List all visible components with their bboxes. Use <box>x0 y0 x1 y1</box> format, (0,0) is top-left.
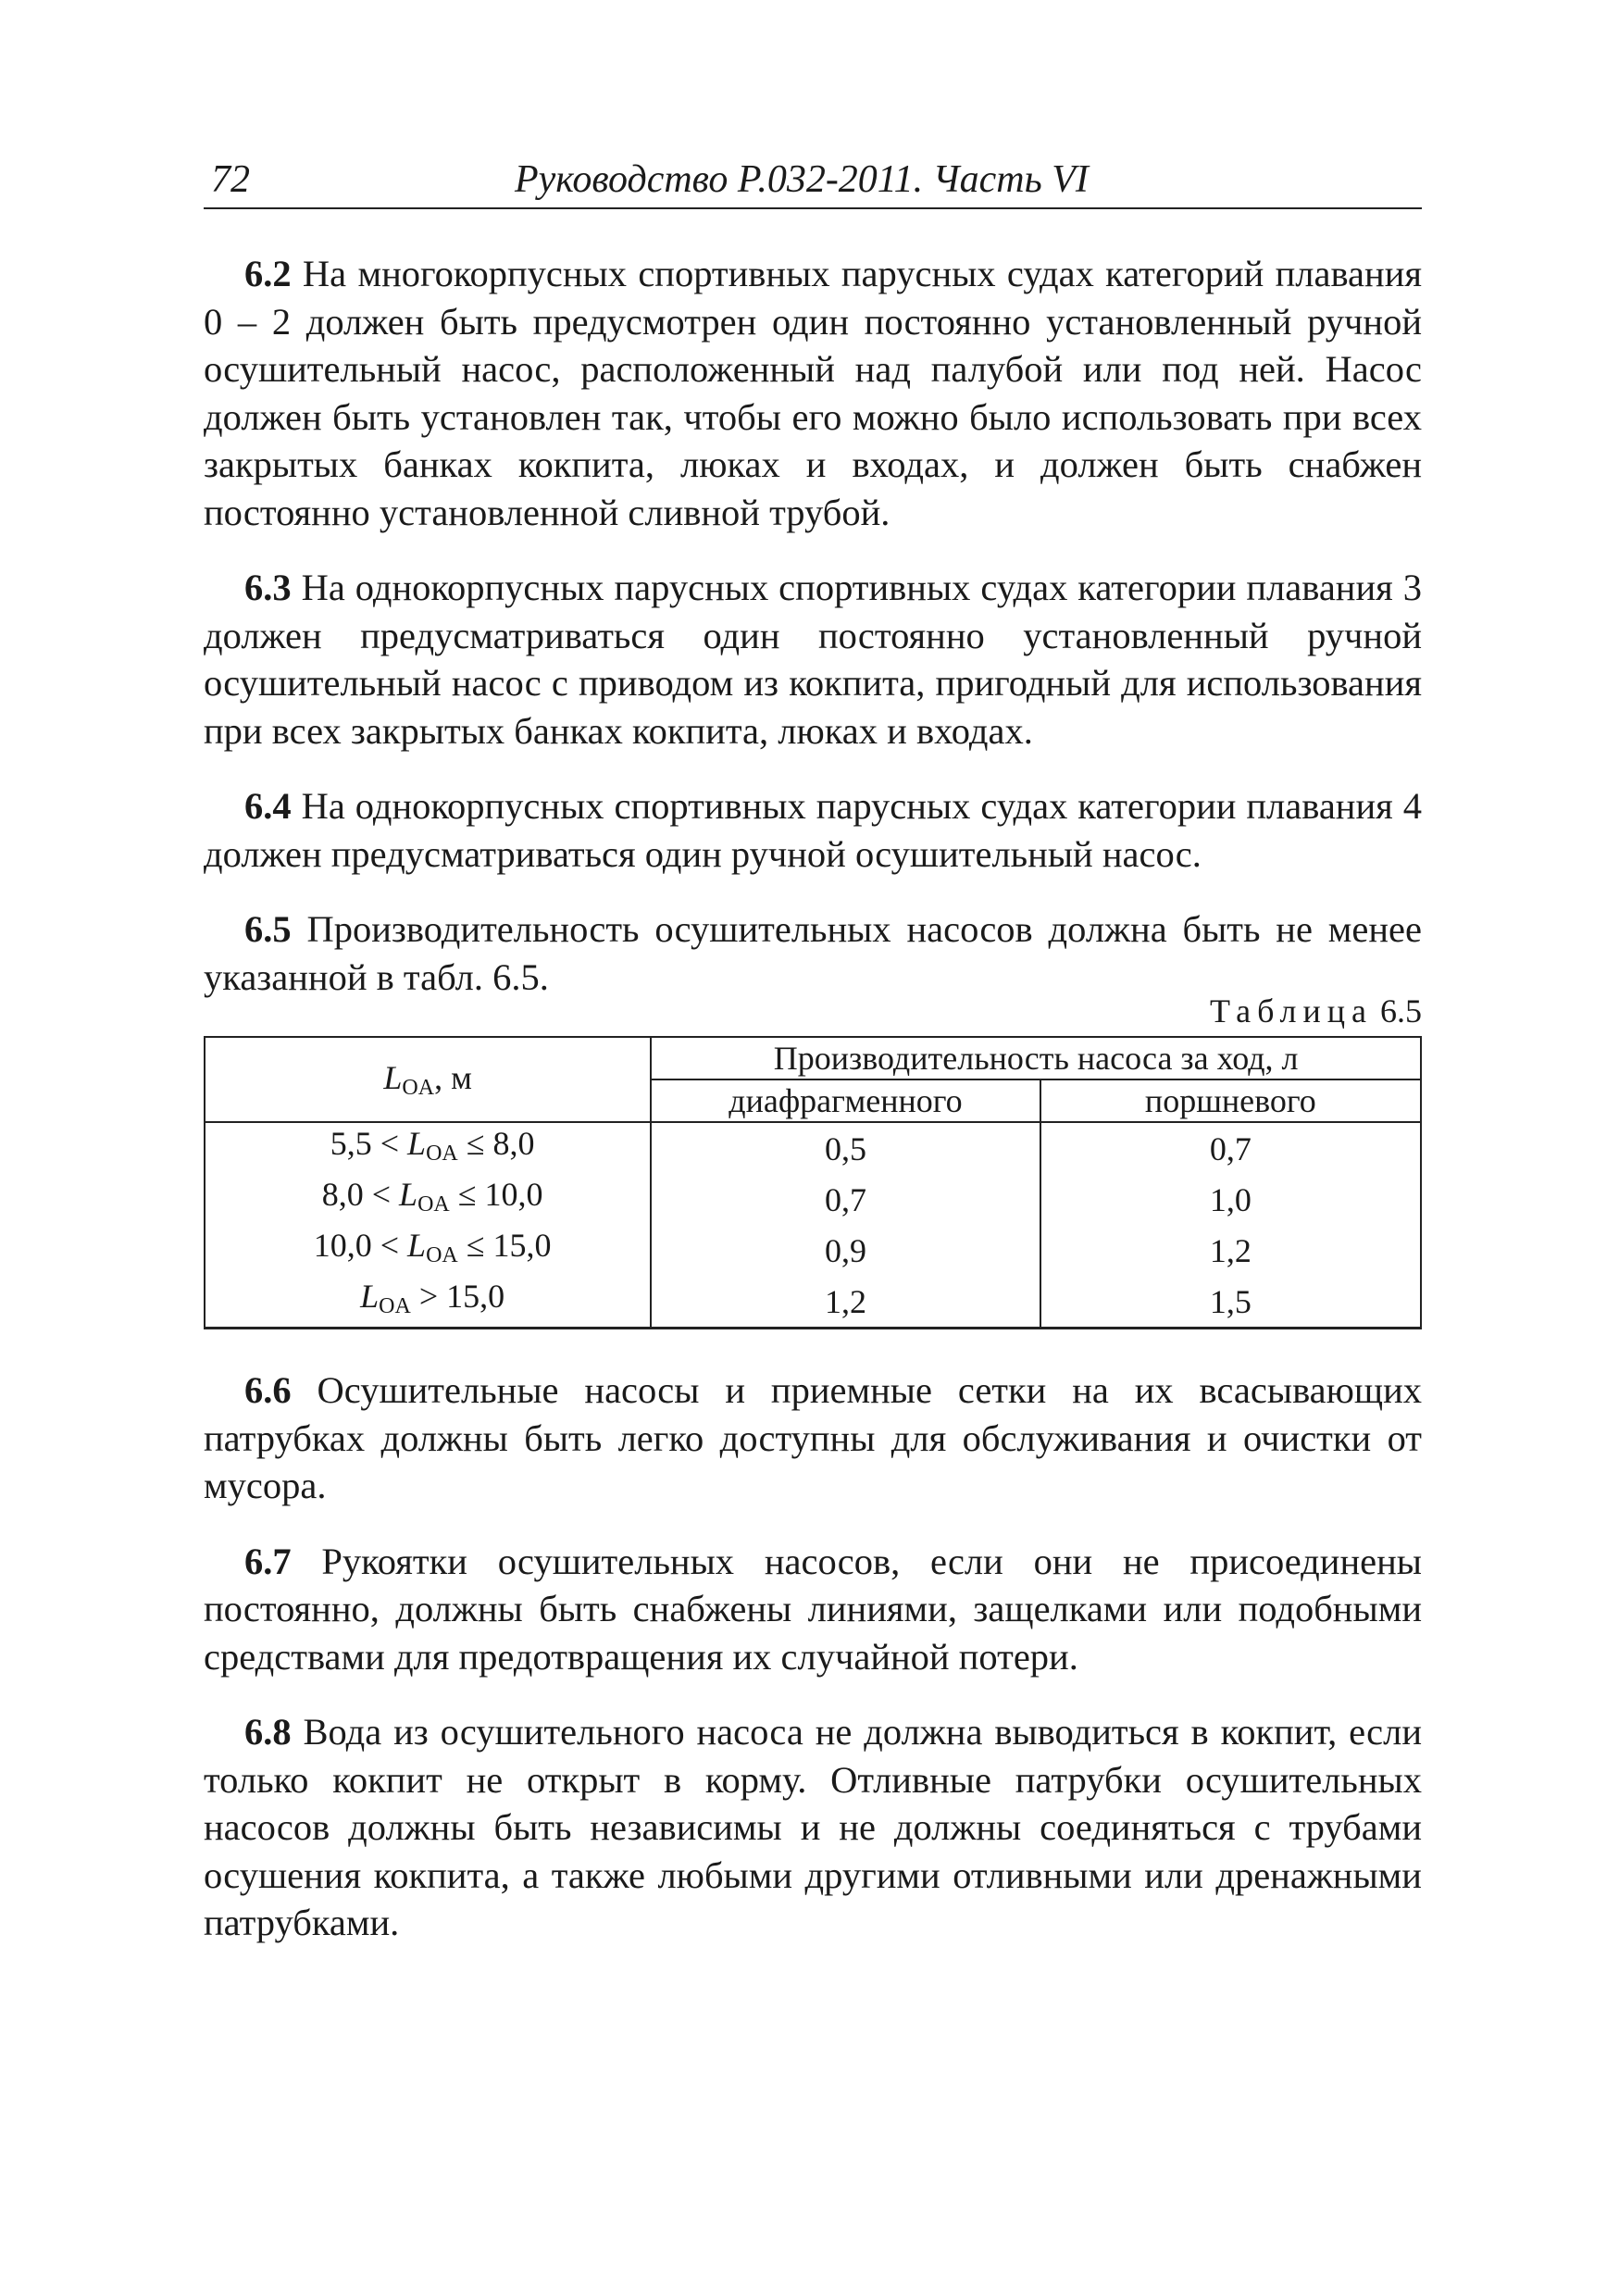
table-row <box>205 1122 1421 1174</box>
paragraph-6-2 <box>204 250 1422 536</box>
piston-value-cell: 1,2 <box>1040 1225 1421 1276</box>
paragraph-number: 6.2 <box>244 253 292 294</box>
paragraph-text: На однокорпусных парусных спортивных судах категории плавания 3 должен предусматриваться один постоянно установленный ручной осушительный насос с приводом из кокпита, пригодный для использования при всех закрытых банках кокпита, люках и входах. <box>204 567 1422 752</box>
column-header-diaphragm: диафрагменного <box>651 1079 1040 1122</box>
table-caption-number: 6.5 <box>1380 992 1422 1029</box>
piston-value-cell: 1,0 <box>1040 1174 1421 1225</box>
paragraph-text: Осушительные насосы и приемные сетки на их всасывающих патрубках должны быть легко доступны для обслуживания и очистки от мусора. <box>204 1369 1422 1506</box>
diaphragm-value-cell: 1,2 <box>651 1276 1040 1329</box>
paragraph-number: 6.4 <box>244 785 292 827</box>
loa-range-cell: $5,5 < L_{OA} \le 8,0$ <box>205 1122 651 1174</box>
page-number: 72 <box>211 158 250 201</box>
column-group-header: Производительность насоса за ход, л <box>651 1037 1421 1079</box>
paragraph-6-3 <box>204 564 1422 755</box>
paragraph-number: 6.7 <box>244 1540 292 1582</box>
diaphragm-value-cell: 0,5 <box>651 1122 1040 1174</box>
column-header-loa: $L_{OA}$, м <box>205 1037 651 1122</box>
running-title: Руководство Р.032-2011. Часть VI <box>515 158 1089 201</box>
running-header <box>204 156 1422 209</box>
paragraph-text: Вода из осушительного насоса не должна выводиться в кокпит, если только кокпит не открыт в корму. Отливные патрубки осушительных насосов должны быть независимы и не должны соединяться с трубами осушения кокпита, а также любыми другими отливными или дренажными патрубками. <box>204 1711 1422 1943</box>
paragraph-text: Рукоятки осушительных насосов, если они не присоединены постоянно, должны быть снабжены линиями, защелками или подобными средствами для предотвращения их случайной потери. <box>204 1540 1422 1678</box>
paragraph-6-4 <box>204 782 1422 878</box>
table-row <box>205 1225 1421 1276</box>
paragraph-6-5 <box>204 905 1422 1001</box>
paragraph-text: Производительность осушительных насосов должна быть не менее указанной в табл. 6.5. <box>204 908 1422 998</box>
paragraph-6-7 <box>204 1538 1422 1681</box>
paragraph-6-6 <box>204 1366 1422 1510</box>
diaphragm-value-cell: 0,7 <box>651 1174 1040 1225</box>
loa-range-cell: $10,0 < L_{OA} \le 15,0$ <box>205 1225 651 1276</box>
paragraph-text: На однокорпусных спортивных парусных судах категории плавания 4 должен предусматриваться один ручной осушительный насос. <box>204 785 1422 875</box>
piston-value-cell: 1,5 <box>1040 1276 1421 1329</box>
column-header-piston: поршневого <box>1040 1079 1421 1122</box>
table-header-row <box>205 1037 1421 1079</box>
table-row <box>205 1276 1421 1329</box>
diaphragm-value-cell: 0,9 <box>651 1225 1040 1276</box>
paragraph-number: 6.3 <box>244 567 292 608</box>
main-content <box>204 250 1422 1975</box>
table-caption-word: Таблица <box>1210 992 1373 1029</box>
paragraph-number: 6.6 <box>244 1369 292 1411</box>
loa-range-cell: $8,0 < L_{OA} \le 10,0$ <box>205 1174 651 1225</box>
pump-capacity-table <box>204 1036 1422 1329</box>
paragraph-number: 6.8 <box>244 1711 292 1753</box>
paragraph-number: 6.5 <box>244 908 292 950</box>
paragraph-text: На многокорпусных спортивных парусных судах категорий плавания 0 – 2 должен быть предусмотрен один постоянно установленный ручной осушительный насос, расположенный над палубой или под ней. Насос должен быть установлен так, чтобы его можно было использовать при всех закрытых банках кокпита, люках и входах, и должен быть снабжен постоянно установленной сливной трубой. <box>204 253 1422 533</box>
piston-value-cell: 0,7 <box>1040 1122 1421 1174</box>
table-row <box>205 1174 1421 1225</box>
loa-range-cell: $L_{OA} > 15,0$ <box>205 1276 651 1329</box>
paragraph-6-8 <box>204 1708 1422 1947</box>
